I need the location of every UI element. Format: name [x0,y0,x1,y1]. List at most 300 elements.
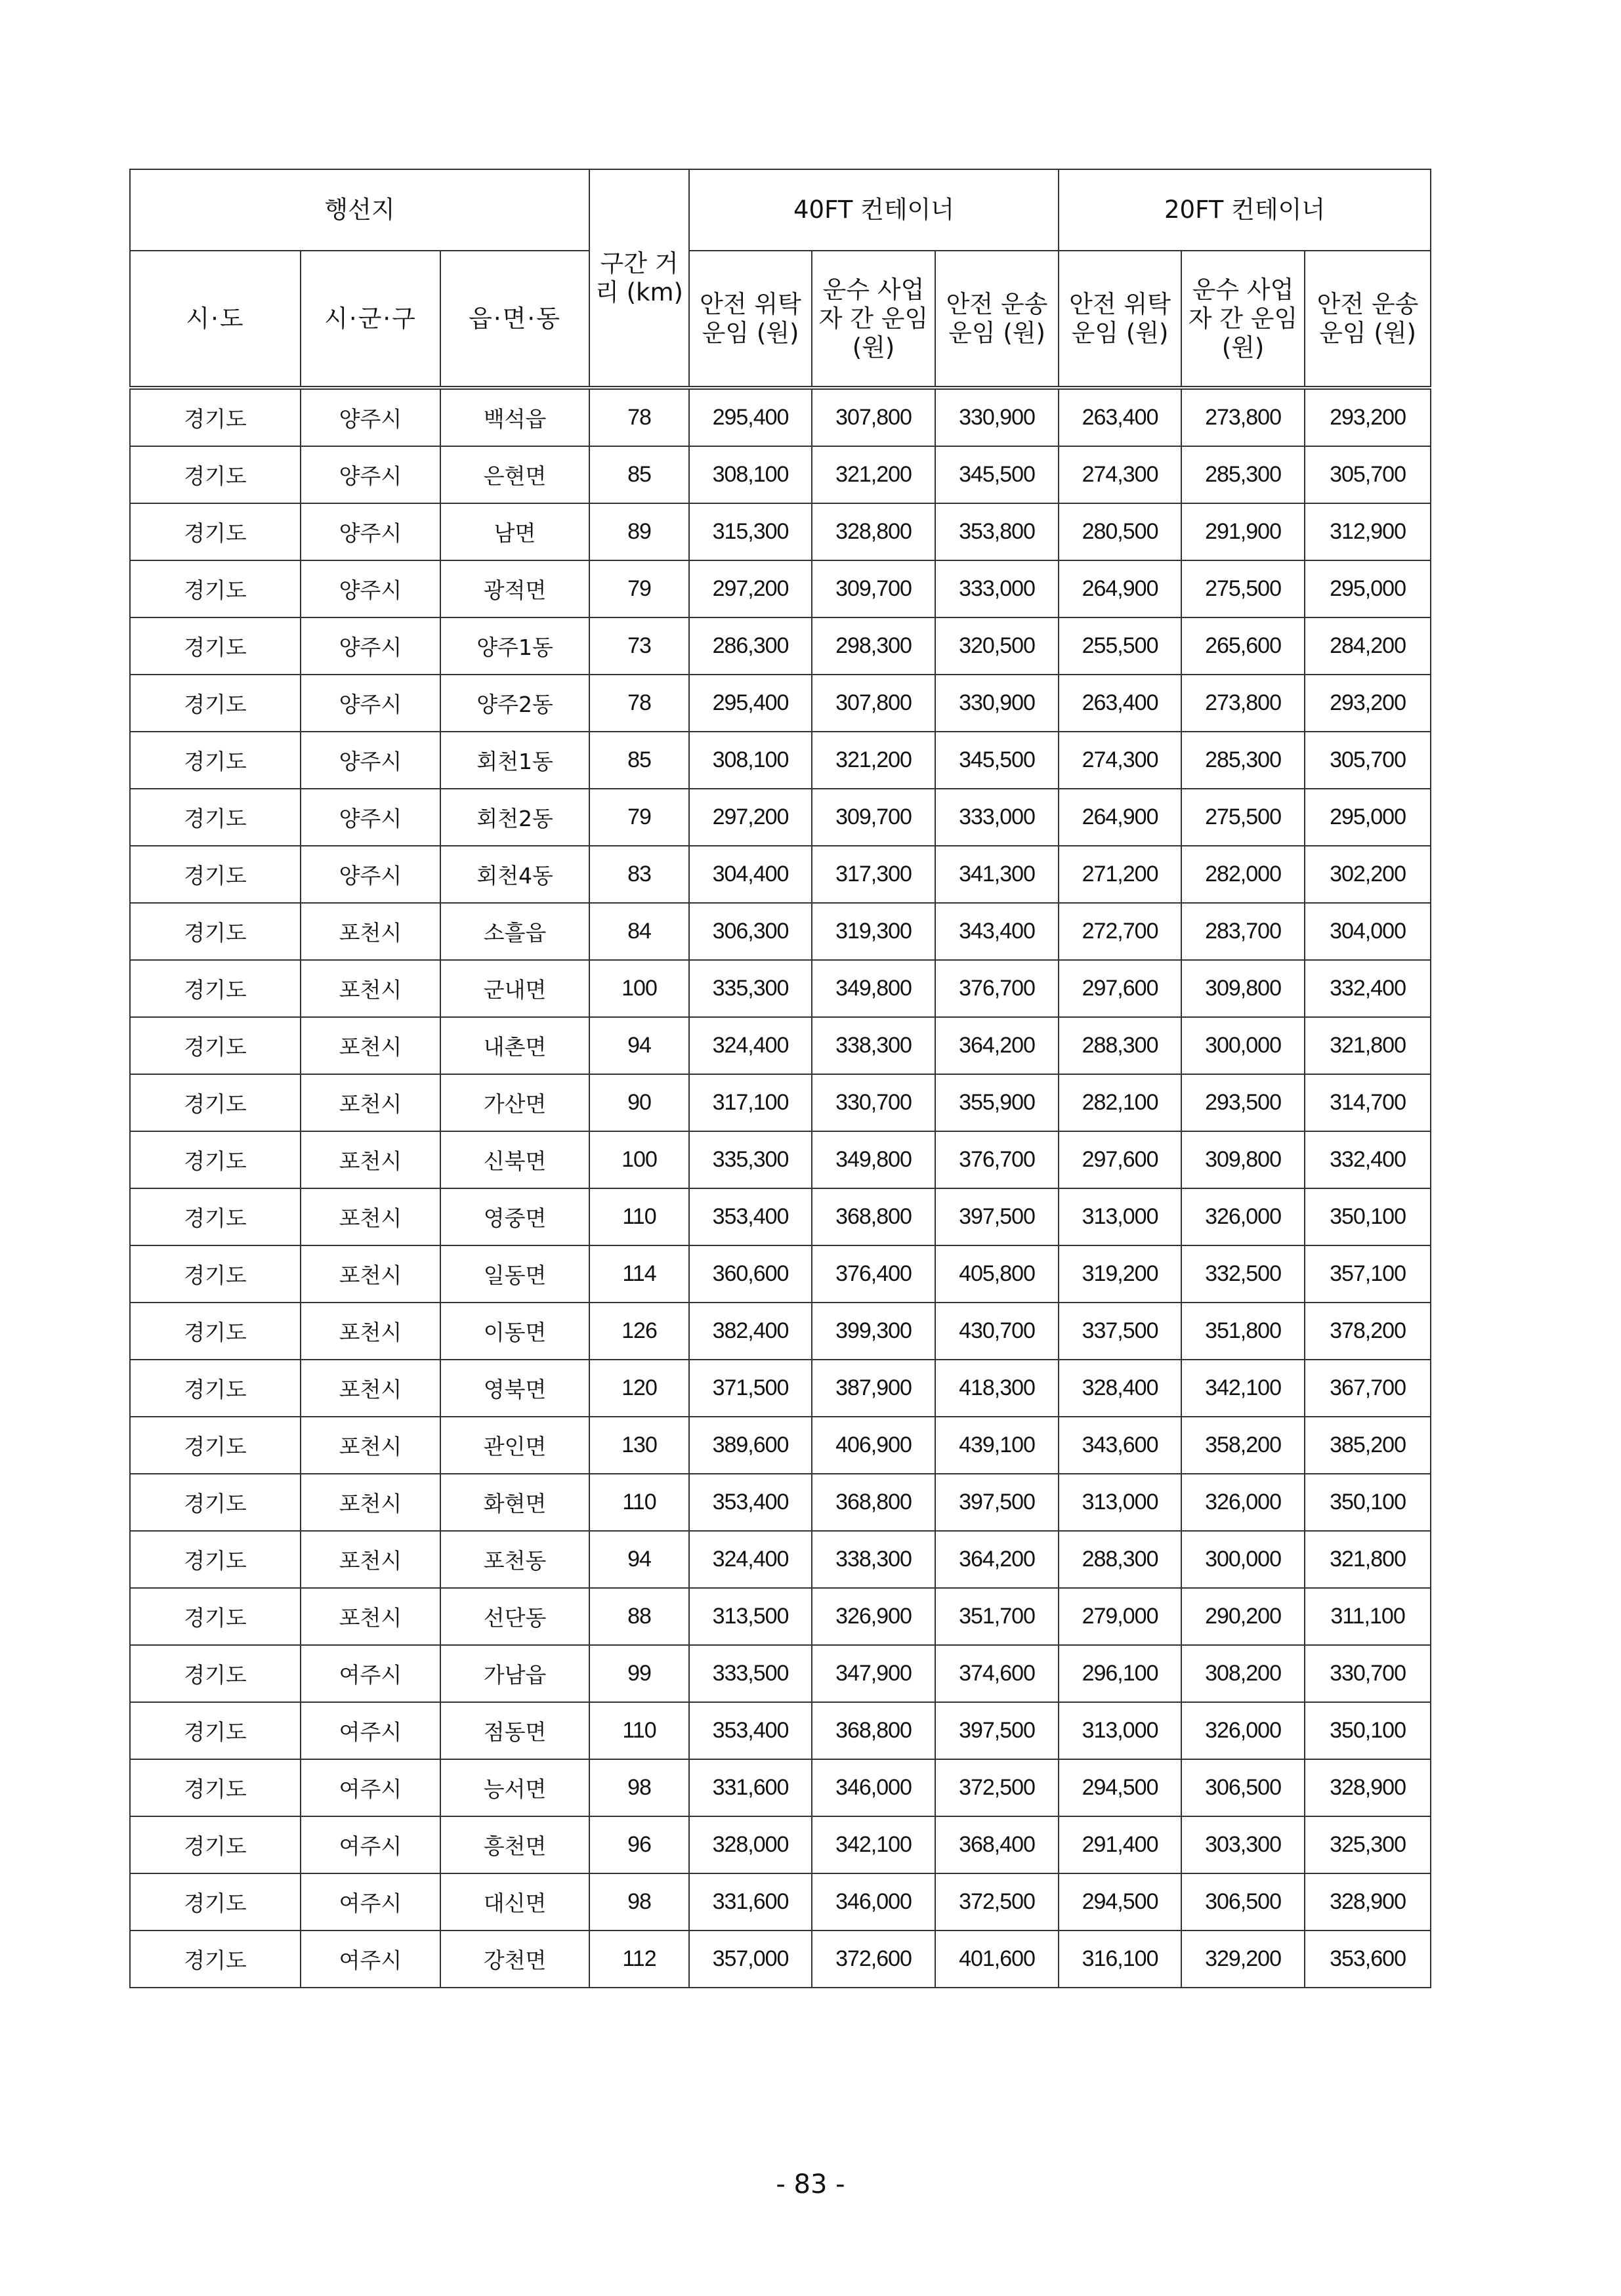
sido-cell: 경기도 [130,388,301,446]
safe-consign-20ft-cell: 264,900 [1059,560,1181,617]
carrier-20ft-cell: 309,800 [1181,960,1305,1017]
safe-consign-40ft-cell: 353,400 [689,1702,812,1759]
safe-consign-40ft-cell: 313,500 [689,1588,812,1645]
eupmyeondong-cell: 군내면 [440,960,589,1017]
sido-cell: 경기도 [130,1816,301,1873]
carrier-40ft-cell: 347,900 [812,1645,935,1702]
sigungu-cell: 포천시 [301,1017,440,1074]
carrier-40ft-cell: 307,800 [812,388,935,446]
table-row [130,1931,1431,1988]
safe-consign-20ft-cell: 264,900 [1059,789,1181,846]
safe-consign-40ft-cell: 324,400 [689,1017,812,1074]
safe-consign-20ft-cell: 279,000 [1059,1588,1181,1645]
distance-cell: 130 [589,1417,689,1474]
carrier-40ft-cell: 330,700 [812,1074,935,1131]
safe-consign-40ft-cell: 357,000 [689,1931,812,1988]
safe-transport-40ft-cell: 330,900 [935,675,1059,732]
table-row [130,1360,1431,1417]
sigungu-cell: 양주시 [301,675,440,732]
table-row [130,1303,1431,1360]
sido-cell: 경기도 [130,903,301,960]
carrier-20ft-cell: 283,700 [1181,903,1305,960]
table-row [130,1017,1431,1074]
safe-transport-40ft-cell: 333,000 [935,560,1059,617]
carrier-40ft-cell: 349,800 [812,1131,935,1188]
safe-transport-40ft-cell: 372,500 [935,1873,1059,1931]
carrier-20ft-cell: 285,300 [1181,732,1305,789]
sigungu-cell: 양주시 [301,789,440,846]
sigungu-cell: 포천시 [301,1188,440,1245]
distance-cell: 83 [589,846,689,903]
sigungu-cell: 양주시 [301,560,440,617]
safe-transport-20ft-cell: 311,100 [1305,1588,1431,1645]
distance-cell: 94 [589,1531,689,1588]
eupmyeondong-cell: 가산면 [440,1074,589,1131]
table-row [130,503,1431,560]
distance-header: 구간 거리 (km) [589,169,689,388]
carrier-20ft-cell: 351,800 [1181,1303,1305,1360]
carrier-20ft-cell: 326,000 [1181,1188,1305,1245]
table-row [130,1417,1431,1474]
sigungu-cell: 포천시 [301,1074,440,1131]
sigungu-cell: 양주시 [301,617,440,675]
eupmyeondong-cell: 광적면 [440,560,589,617]
safe-transport-40ft-cell: 353,800 [935,503,1059,560]
carrier-20ft-cell: 282,000 [1181,846,1305,903]
safe-transport-40ft-cell: 330,900 [935,388,1059,446]
sido-cell: 경기도 [130,732,301,789]
carrier-40ft-cell: 317,300 [812,846,935,903]
distance-cell: 114 [589,1245,689,1303]
safe-transport-20ft-cell: 350,100 [1305,1474,1431,1531]
sigungu-cell: 여주시 [301,1759,440,1816]
eupmyeondong-cell: 내촌면 [440,1017,589,1074]
carrier-20ft-cell: 326,000 [1181,1474,1305,1531]
carrier-20ft-cell: 309,800 [1181,1131,1305,1188]
eupmyeondong-cell: 신북면 [440,1131,589,1188]
safe-transport-40ft-cell: 351,700 [935,1588,1059,1645]
carrier-20ft-cell: 275,500 [1181,560,1305,617]
distance-cell: 126 [589,1303,689,1360]
page-number: - 83 - [776,2169,845,2200]
eupmyeondong-cell: 회천1동 [440,732,589,789]
safe-consign-20ft-cell: 272,700 [1059,903,1181,960]
safe-transport-20ft-cell: 293,200 [1305,388,1431,446]
table-row [130,1474,1431,1531]
table-row [130,675,1431,732]
safe-transport-40ft-cell: 341,300 [935,846,1059,903]
safe-transport-40ft-cell: 345,500 [935,732,1059,789]
carrier-40ft-cell: 319,300 [812,903,935,960]
safe-consign-20ft-cell: 297,600 [1059,960,1181,1017]
safe-transport-40ft-cell: 405,800 [935,1245,1059,1303]
safe-consign-40ft-cell: 382,400 [689,1303,812,1360]
safe-consign-20ft-cell: 337,500 [1059,1303,1181,1360]
sigungu-cell: 여주시 [301,1816,440,1873]
safe-transport-20ft-cell: 328,900 [1305,1759,1431,1816]
carrier-20ft-cell: 273,800 [1181,388,1305,446]
sido-cell: 경기도 [130,960,301,1017]
carrier-20ft-cell: 293,500 [1181,1074,1305,1131]
eupmyeondong-cell: 화현면 [440,1474,589,1531]
carrier-40ft-cell: 368,800 [812,1188,935,1245]
sigungu-header: 시·군·구 [301,251,440,388]
safe-consign-40ft-cell: 317,100 [689,1074,812,1131]
carrier-20ft-cell: 306,500 [1181,1759,1305,1816]
distance-cell: 112 [589,1931,689,1988]
safe-consign-20ft-cell: 263,400 [1059,675,1181,732]
safe-transport-40ft-cell: 376,700 [935,1131,1059,1188]
safe-consign-40ft-cell: 308,100 [689,446,812,503]
eupmyeondong-cell: 남면 [440,503,589,560]
table-header [130,169,1431,388]
table-row [130,1759,1431,1816]
safe-transport-40ft-cell: 343,400 [935,903,1059,960]
sido-cell: 경기도 [130,1474,301,1531]
distance-cell: 73 [589,617,689,675]
carrier-40ft-cell: 387,900 [812,1360,935,1417]
safe-consign-40ft-cell: 306,300 [689,903,812,960]
eupmyeondong-cell: 점동면 [440,1702,589,1759]
destination-header: 행선지 [130,169,589,251]
carrier-20ft-cell: 358,200 [1181,1417,1305,1474]
sido-cell: 경기도 [130,1759,301,1816]
safe-consign-40ft-cell: 331,600 [689,1759,812,1816]
safe-transport-40ft-cell: 376,700 [935,960,1059,1017]
safe-transport-40ft-cell: 333,000 [935,789,1059,846]
container-40ft-header: 40FT 컨테이너 [689,169,1059,251]
distance-cell: 98 [589,1873,689,1931]
safe-consign-40ft-cell: 295,400 [689,675,812,732]
distance-cell: 99 [589,1645,689,1702]
table-row [130,960,1431,1017]
carrier-40ft-cell: 342,100 [812,1816,935,1873]
sigungu-cell: 포천시 [301,960,440,1017]
eupmyeondong-cell: 능서면 [440,1759,589,1816]
safe-transport-40ft-cell: 345,500 [935,446,1059,503]
safe-consign-20ft-cell: 288,300 [1059,1531,1181,1588]
carrier-40ft-cell: 309,700 [812,560,935,617]
safe-consign-20ft-cell: 313,000 [1059,1188,1181,1245]
table-row [130,388,1431,446]
sido-cell: 경기도 [130,846,301,903]
safe-transport-20ft-cell: 357,100 [1305,1245,1431,1303]
eupmyeondong-cell: 회천4동 [440,846,589,903]
safe-transport-40ft-cell: 364,200 [935,1531,1059,1588]
sido-cell: 경기도 [130,1360,301,1417]
safe-transport-20ft-cell: 295,000 [1305,560,1431,617]
safe-transport-20ft-cell: 332,400 [1305,960,1431,1017]
carrier-20ft-cell: 291,900 [1181,503,1305,560]
carrier-20ft-cell: 300,000 [1181,1017,1305,1074]
safe-consign-20ft-cell: 263,400 [1059,388,1181,446]
carrier-20ft-cell: 329,200 [1181,1931,1305,1988]
table-row [130,1531,1431,1588]
safe-transport-20ft-cell: 325,300 [1305,1816,1431,1873]
table-row [130,1074,1431,1131]
sido-cell: 경기도 [130,1245,301,1303]
safe-consign-20ft-cell: 319,200 [1059,1245,1181,1303]
safe-transport-20ft-cell: 305,700 [1305,446,1431,503]
safe-transport-rate-20ft-header: 안전 운송 운임 (원) [1305,251,1431,388]
distance-cell: 84 [589,903,689,960]
safe-transport-40ft-cell: 418,300 [935,1360,1059,1417]
eupmyeondong-cell: 양주1동 [440,617,589,675]
carrier-40ft-cell: 328,800 [812,503,935,560]
safe-transport-40ft-cell: 374,600 [935,1645,1059,1702]
sigungu-cell: 포천시 [301,1588,440,1645]
safe-consign-40ft-cell: 389,600 [689,1417,812,1474]
safe-transport-40ft-cell: 439,100 [935,1417,1059,1474]
table-row [130,1645,1431,1702]
safe-consign-40ft-cell: 335,300 [689,1131,812,1188]
distance-cell: 94 [589,1017,689,1074]
safe-consign-40ft-cell: 304,400 [689,846,812,903]
carrier-20ft-cell: 332,500 [1181,1245,1305,1303]
distance-cell: 100 [589,1131,689,1188]
sigungu-cell: 양주시 [301,388,440,446]
sigungu-cell: 포천시 [301,1131,440,1188]
safe-transport-20ft-cell: 353,600 [1305,1931,1431,1988]
distance-cell: 90 [589,1074,689,1131]
safe-transport-40ft-cell: 397,500 [935,1188,1059,1245]
sido-cell: 경기도 [130,1588,301,1645]
sido-cell: 경기도 [130,1645,301,1702]
safe-transport-20ft-cell: 305,700 [1305,732,1431,789]
carrier-40ft-cell: 321,200 [812,446,935,503]
carrier-20ft-cell: 342,100 [1181,1360,1305,1417]
distance-cell: 85 [589,732,689,789]
eupmyeondong-cell: 영중면 [440,1188,589,1245]
safe-consign-20ft-cell: 255,500 [1059,617,1181,675]
distance-cell: 110 [589,1474,689,1531]
safe-consign-20ft-cell: 316,100 [1059,1931,1181,1988]
eupmyeondong-cell: 회천2동 [440,789,589,846]
safe-transport-40ft-cell: 368,400 [935,1816,1059,1873]
safe-consign-20ft-cell: 280,500 [1059,503,1181,560]
carrier-20ft-cell: 303,300 [1181,1816,1305,1873]
carrier-40ft-cell: 406,900 [812,1417,935,1474]
sigungu-cell: 포천시 [301,903,440,960]
sido-cell: 경기도 [130,675,301,732]
carrier-40ft-cell: 338,300 [812,1017,935,1074]
safe-transport-20ft-cell: 293,200 [1305,675,1431,732]
carrier-40ft-cell: 372,600 [812,1931,935,1988]
distance-cell: 89 [589,503,689,560]
carrier-40ft-cell: 298,300 [812,617,935,675]
carrier-40ft-cell: 321,200 [812,732,935,789]
table-row [130,1188,1431,1245]
table-row [130,446,1431,503]
sigungu-cell: 포천시 [301,1417,440,1474]
sigungu-cell: 포천시 [301,1531,440,1588]
carrier-rate-40ft-header: 운수 사업자 간 운임 (원) [812,251,935,388]
carrier-20ft-cell: 326,000 [1181,1702,1305,1759]
carrier-20ft-cell: 265,600 [1181,617,1305,675]
safe-transport-20ft-cell: 332,400 [1305,1131,1431,1188]
safe-transport-20ft-cell: 302,200 [1305,846,1431,903]
table-row [130,1816,1431,1873]
sigungu-cell: 포천시 [301,1303,440,1360]
sigungu-cell: 여주시 [301,1645,440,1702]
safe-transport-40ft-cell: 430,700 [935,1303,1059,1360]
safe-consign-20ft-cell: 294,500 [1059,1873,1181,1931]
sigungu-cell: 양주시 [301,446,440,503]
safe-consign-40ft-cell: 328,000 [689,1816,812,1873]
sido-cell: 경기도 [130,1702,301,1759]
eupmyeondong-cell: 관인면 [440,1417,589,1474]
sido-cell: 경기도 [130,560,301,617]
safe-transport-20ft-cell: 321,800 [1305,1531,1431,1588]
carrier-rate-20ft-header: 운수 사업자 간 운임 (원) [1181,251,1305,388]
carrier-40ft-cell: 399,300 [812,1303,935,1360]
sido-cell: 경기도 [130,1017,301,1074]
safe-transport-20ft-cell: 328,900 [1305,1873,1431,1931]
sido-cell: 경기도 [130,446,301,503]
sido-cell: 경기도 [130,617,301,675]
eupmyeondong-cell: 흥천면 [440,1816,589,1873]
eupmyeondong-cell: 대신면 [440,1873,589,1931]
safe-transport-40ft-cell: 372,500 [935,1759,1059,1816]
distance-cell: 120 [589,1360,689,1417]
safe-transport-40ft-cell: 401,600 [935,1931,1059,1988]
sido-cell: 경기도 [130,1531,301,1588]
sido-cell: 경기도 [130,1873,301,1931]
table-row [130,789,1431,846]
carrier-20ft-cell: 290,200 [1181,1588,1305,1645]
carrier-20ft-cell: 300,000 [1181,1531,1305,1588]
table-body [130,388,1431,1988]
safe-consign-20ft-cell: 313,000 [1059,1702,1181,1759]
distance-cell: 98 [589,1759,689,1816]
carrier-40ft-cell: 309,700 [812,789,935,846]
sigungu-cell: 양주시 [301,846,440,903]
table-row [130,1873,1431,1931]
safe-consign-20ft-cell: 313,000 [1059,1474,1181,1531]
carrier-40ft-cell: 338,300 [812,1531,935,1588]
table-row [130,617,1431,675]
safe-consign-rate-20ft-header: 안전 위탁 운임 (원) [1059,251,1181,388]
carrier-40ft-cell: 368,800 [812,1474,935,1531]
sigungu-cell: 양주시 [301,503,440,560]
table-row [130,1245,1431,1303]
carrier-20ft-cell: 306,500 [1181,1873,1305,1931]
table-row [130,1588,1431,1645]
carrier-40ft-cell: 368,800 [812,1702,935,1759]
eupmyeondong-cell: 이동면 [440,1303,589,1360]
eupmyeondong-cell: 백석읍 [440,388,589,446]
safe-consign-20ft-cell: 282,100 [1059,1074,1181,1131]
eupmyeondong-cell: 일동면 [440,1245,589,1303]
eupmyeondong-cell: 선단동 [440,1588,589,1645]
eupmyeondong-cell: 가남읍 [440,1645,589,1702]
safe-transport-20ft-cell: 284,200 [1305,617,1431,675]
eupmyeondong-cell: 강천면 [440,1931,589,1988]
distance-cell: 110 [589,1188,689,1245]
sido-cell: 경기도 [130,789,301,846]
safe-consign-40ft-cell: 333,500 [689,1645,812,1702]
safe-transport-20ft-cell: 321,800 [1305,1017,1431,1074]
eupmyeondong-cell: 포천동 [440,1531,589,1588]
eupmyeondong-cell: 양주2동 [440,675,589,732]
safe-consign-40ft-cell: 297,200 [689,789,812,846]
safe-transport-rate-40ft-header: 안전 운송 운임 (원) [935,251,1059,388]
sido-cell: 경기도 [130,1188,301,1245]
carrier-40ft-cell: 349,800 [812,960,935,1017]
container-20ft-header: 20FT 컨테이너 [1059,169,1431,251]
carrier-20ft-cell: 308,200 [1181,1645,1305,1702]
table-row [130,846,1431,903]
safe-consign-40ft-cell: 360,600 [689,1245,812,1303]
carrier-40ft-cell: 346,000 [812,1873,935,1931]
safe-transport-20ft-cell: 350,100 [1305,1188,1431,1245]
safe-consign-rate-40ft-header: 안전 위탁 운임 (원) [689,251,812,388]
safe-consign-40ft-cell: 353,400 [689,1188,812,1245]
safe-consign-40ft-cell: 295,400 [689,388,812,446]
freight-rate-table [129,169,1431,1988]
distance-cell: 79 [589,789,689,846]
carrier-20ft-cell: 285,300 [1181,446,1305,503]
safe-consign-20ft-cell: 328,400 [1059,1360,1181,1417]
eupmyeondong-cell: 은현면 [440,446,589,503]
sido-cell: 경기도 [130,1074,301,1131]
safe-consign-40ft-cell: 324,400 [689,1531,812,1588]
safe-consign-20ft-cell: 343,600 [1059,1417,1181,1474]
sido-cell: 경기도 [130,1303,301,1360]
safe-transport-20ft-cell: 312,900 [1305,503,1431,560]
carrier-20ft-cell: 273,800 [1181,675,1305,732]
table-row [130,1131,1431,1188]
safe-consign-40ft-cell: 371,500 [689,1360,812,1417]
safe-consign-20ft-cell: 274,300 [1059,732,1181,789]
safe-transport-20ft-cell: 350,100 [1305,1702,1431,1759]
safe-consign-20ft-cell: 296,100 [1059,1645,1181,1702]
safe-transport-20ft-cell: 304,000 [1305,903,1431,960]
eupmyeondong-header: 읍·면·동 [440,251,589,388]
safe-consign-40ft-cell: 297,200 [689,560,812,617]
safe-transport-20ft-cell: 378,200 [1305,1303,1431,1360]
safe-consign-20ft-cell: 297,600 [1059,1131,1181,1188]
safe-consign-20ft-cell: 294,500 [1059,1759,1181,1816]
sido-cell: 경기도 [130,503,301,560]
eupmyeondong-cell: 영북면 [440,1360,589,1417]
distance-cell: 88 [589,1588,689,1645]
sigungu-cell: 포천시 [301,1474,440,1531]
distance-cell: 78 [589,388,689,446]
safe-consign-40ft-cell: 286,300 [689,617,812,675]
safe-transport-40ft-cell: 355,900 [935,1074,1059,1131]
safe-consign-40ft-cell: 308,100 [689,732,812,789]
carrier-40ft-cell: 346,000 [812,1759,935,1816]
safe-consign-40ft-cell: 335,300 [689,960,812,1017]
sigungu-cell: 포천시 [301,1360,440,1417]
safe-consign-20ft-cell: 271,200 [1059,846,1181,903]
eupmyeondong-cell: 소흘읍 [440,903,589,960]
sigungu-cell: 포천시 [301,1245,440,1303]
safe-consign-40ft-cell: 353,400 [689,1474,812,1531]
safe-consign-20ft-cell: 288,300 [1059,1017,1181,1074]
sigungu-cell: 양주시 [301,732,440,789]
carrier-40ft-cell: 307,800 [812,675,935,732]
sigungu-cell: 여주시 [301,1702,440,1759]
carrier-40ft-cell: 326,900 [812,1588,935,1645]
sido-cell: 경기도 [130,1931,301,1988]
distance-cell: 96 [589,1816,689,1873]
safe-transport-20ft-cell: 314,700 [1305,1074,1431,1131]
sido-cell: 경기도 [130,1131,301,1188]
safe-transport-40ft-cell: 364,200 [935,1017,1059,1074]
distance-cell: 79 [589,560,689,617]
